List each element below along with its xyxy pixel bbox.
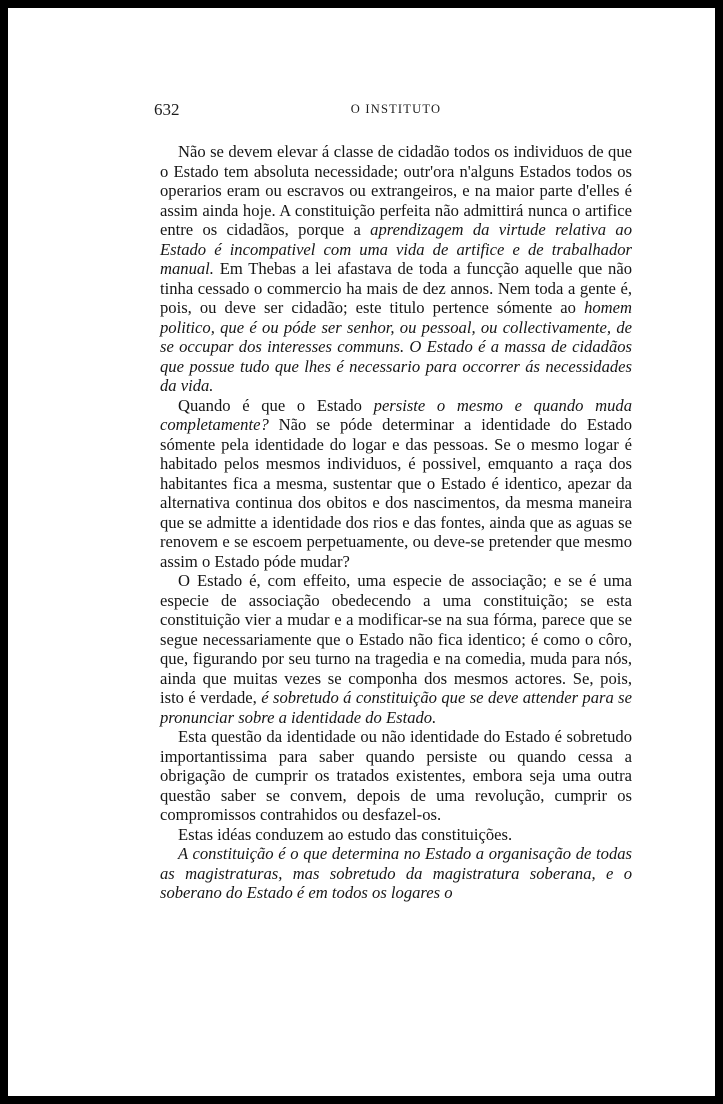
- text-run: Não se póde determinar a identidade do Estado sómente pela identidade do logar e das pessoas. Se o mesmo logar é habitado pelos mesmos individuos, é possivel, emquanto a raça dos habitantes fica a mesma, sustentar que o Estado é identico, apezar da alternativa continua dos obitos e dos nascimentos, da mesma maneira que se admitte a identidade dos rios e das fontes, ainda que as aguas se renovem e se escoem perpetuamente, ou deve-se pretender que mesmo assim o Estado póde mudar?: [160, 415, 632, 571]
- text-run: Quando é que o Estado: [178, 395, 374, 415]
- body-text: [160, 142, 632, 903]
- italic-run: homem politico, que é ou póde ser senhor, ou pessoal, ou collectivamente, de se occupar dos interesses communs. O Estado é a massa de cidadãos que possue tudo que lhes é necessario para occorrer ás necessidades da vida.: [160, 298, 632, 395]
- italic-run: persiste o mesmo e quando muda completamente?: [160, 395, 632, 434]
- text-run: Esta questão da identidade ou não identidade do Estado é sobretudo importantissima para saber quando persiste ou quando cessa a obrigação de cumprir os tratados existentes, embora seja uma outra questão saber se convem, depois de uma revolução, cumprir os compromissos contrahidos ou desfazel-os.: [160, 727, 632, 824]
- paragraph-5: [160, 825, 632, 845]
- text-run: Estas idéas conduzem ao estudo das constituições.: [178, 824, 513, 844]
- italic-run: A constituição é o que determina no Estado a organisação de todas as magistraturas, mas sobretudo da magistratura soberana, e o soberano do Estado é em todos os logares o: [160, 844, 632, 902]
- page-header: [154, 100, 638, 124]
- italic-run: aprendizagem da virtude relativa ao Estado é incompativel com uma vida de artifice e de trabalhador manual.: [160, 220, 632, 278]
- italic-run: é sobretudo á constituição que se deve attender para se pronunciar sobre a identidade do Estado.: [160, 688, 633, 727]
- text-run: Não se devem elevar á classe de cidadão todos os individuos de que o Estado tem absoluta necessidade; outr'ora n'alguns Estados todos os operarios eram ou escravos ou extrangeiros, e na maior parte d'elles é assim ainda hoje. A constituição perfeita não admittirá nunca o artifice entre os cidadãos, porque a: [160, 142, 632, 239]
- page-number: 632: [154, 100, 180, 119]
- running-title: O INSTITUTO: [350, 102, 442, 116]
- text-run: O Estado é, com effeito, uma especie de associação; e se é uma especie de associação obedecendo a uma constituição; se esta constituição vier a mudar e a modificar-se na sua fórma, parece que se segue necessariamente que o Estado não fica identico; é como o côro, que, figurando por seu turno na tragedia e na comedia, muda para nós, ainda que muitas vezes se componha dos mesmos actores. Se, pois, isto é verdade,: [160, 571, 632, 707]
- text-run: Em Thebas a lei afastava de toda a funcção aquelle que não tinha cessado o commercio ha mais de dez annos. Nem toda a gente é, pois, ou deve ser cidadão; este titulo pertence sómente ao: [160, 259, 632, 317]
- book-page: [8, 8, 715, 1096]
- paragraph-1: [160, 142, 632, 396]
- paragraph-4: [160, 727, 632, 825]
- paragraph-2: [160, 396, 632, 572]
- paragraph-3: [160, 571, 632, 727]
- paragraph-6: [160, 844, 632, 903]
